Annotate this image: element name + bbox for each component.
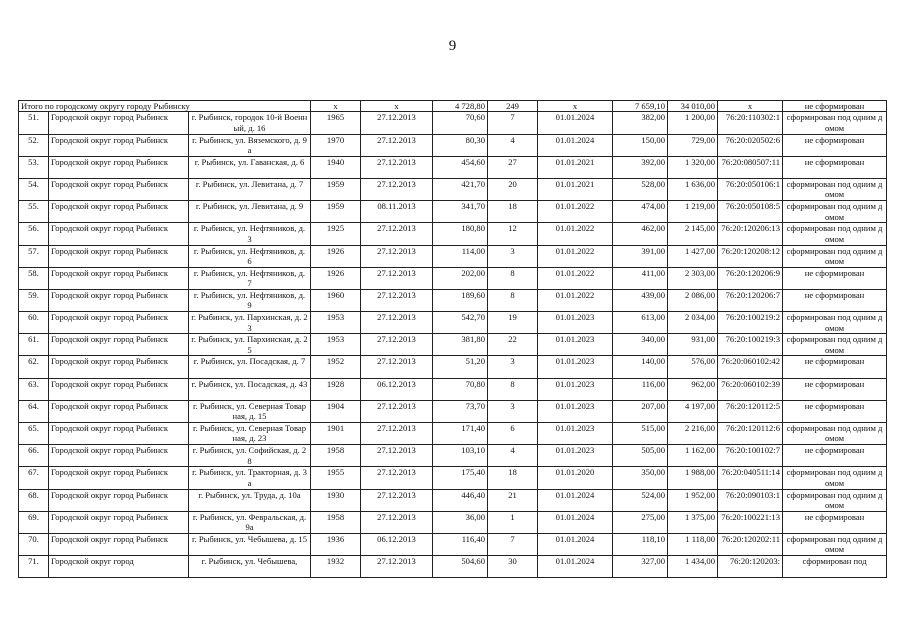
summary-label: Итого по городскому округу городу Рыбинску: [19, 101, 311, 112]
address-cell: г. Рыбинск, ул. Нефтяников, д. 3: [189, 223, 311, 245]
status-cell: не сформирован: [783, 378, 887, 400]
residents-cell: 7: [488, 533, 538, 555]
address-cell: г. Рыбинск, ул. Труда, д. 10а: [189, 489, 311, 511]
cadastral-cell: 76:20:040511:14: [718, 467, 783, 489]
summary-year: х: [311, 101, 361, 112]
cost1-cell: 116,00: [613, 378, 668, 400]
cost2-cell: 931,00: [668, 334, 718, 356]
table-row: [19, 423, 887, 445]
cost1-cell: 439,00: [613, 289, 668, 311]
date-cell: 27.12.2013: [361, 112, 433, 134]
residents-cell: 22: [488, 334, 538, 356]
area-cell: 446,40: [433, 489, 488, 511]
date-cell: 27.12.2013: [361, 556, 433, 578]
municipality-cell: Городской округ город Рыбинск: [49, 156, 189, 178]
address-cell: г. Рыбинск, ул. Пархинская, д. 23: [189, 312, 311, 334]
municipality-cell: Городской округ город Рыбинск: [49, 134, 189, 156]
residents-cell: 8: [488, 289, 538, 311]
cost1-cell: 528,00: [613, 178, 668, 200]
residents-cell: 18: [488, 467, 538, 489]
year-cell: 1959: [311, 201, 361, 223]
deadline-cell: 01.01.2024: [538, 533, 613, 555]
table-row: [19, 267, 887, 289]
table-row: [19, 112, 887, 134]
residents-cell: 1: [488, 511, 538, 533]
status-cell: не сформирован: [783, 267, 887, 289]
table-row: [19, 445, 887, 467]
cost1-cell: 515,00: [613, 423, 668, 445]
residents-cell: 27: [488, 156, 538, 178]
address-cell: г. Рыбинск, ул. Северная Товарная, д. 15: [189, 400, 311, 422]
residents-cell: 3: [488, 245, 538, 267]
deadline-cell: 01.01.2023: [538, 334, 613, 356]
deadline-cell: 01.01.2022: [538, 223, 613, 245]
table-row: [19, 511, 887, 533]
cadastral-cell: 76:20:050108:5: [718, 201, 783, 223]
area-cell: 116,40: [433, 533, 488, 555]
cadastral-cell: 76:20:120206:7: [718, 289, 783, 311]
cost2-cell: 2 303,00: [668, 267, 718, 289]
row-number: 65.: [19, 423, 49, 445]
municipality-cell: Городской округ город Рыбинск: [49, 267, 189, 289]
address-cell: г. Рыбинск, ул. Пархинская, д. 25: [189, 334, 311, 356]
status-cell: не сформирован: [783, 134, 887, 156]
cadastral-cell: 76:20:120112:5: [718, 400, 783, 422]
cadastral-cell: 76:20:100102:7: [718, 445, 783, 467]
area-cell: 114,00: [433, 245, 488, 267]
date-cell: 27.12.2013: [361, 267, 433, 289]
status-cell: сформирован под: [783, 556, 887, 578]
status-cell: сформирован под одним домом: [783, 467, 887, 489]
cadastral-cell: 76:20:120208:12: [718, 245, 783, 267]
area-cell: 421,70: [433, 178, 488, 200]
row-number: 53.: [19, 156, 49, 178]
deadline-cell: 01.01.2022: [538, 289, 613, 311]
deadline-cell: 01.01.2024: [538, 556, 613, 578]
deadline-cell: 01.01.2023: [538, 356, 613, 378]
municipality-cell: Городской округ город Рыбинск: [49, 489, 189, 511]
year-cell: 1930: [311, 489, 361, 511]
cost1-cell: 150,00: [613, 134, 668, 156]
date-cell: 27.12.2013: [361, 400, 433, 422]
row-number: 59.: [19, 289, 49, 311]
cost2-cell: 2 034,00: [668, 312, 718, 334]
area-cell: 189,60: [433, 289, 488, 311]
deadline-cell: 01.01.2023: [538, 378, 613, 400]
date-cell: 27.12.2013: [361, 245, 433, 267]
date-cell: 06.12.2013: [361, 378, 433, 400]
table-row: [19, 245, 887, 267]
summary-area: 4 728,80: [433, 101, 488, 112]
cost1-cell: 118,10: [613, 533, 668, 555]
table-row: [19, 289, 887, 311]
summary-residents: 249: [488, 101, 538, 112]
cadastral-cell: 76:20:120112:6: [718, 423, 783, 445]
summary-cost1: 7 659,10: [613, 101, 668, 112]
status-cell: сформирован под одним домом: [783, 533, 887, 555]
table-row: [19, 533, 887, 555]
cost1-cell: 524,00: [613, 489, 668, 511]
residents-cell: 7: [488, 112, 538, 134]
cost1-cell: 474,00: [613, 201, 668, 223]
row-number: 71.: [19, 556, 49, 578]
year-cell: 1958: [311, 445, 361, 467]
cadastral-cell: 76:20:100219:2: [718, 312, 783, 334]
area-cell: 504,60: [433, 556, 488, 578]
status-cell: сформирован под одним домом: [783, 245, 887, 267]
cost2-cell: 1 200,00: [668, 112, 718, 134]
row-number: 67.: [19, 467, 49, 489]
table-row: [19, 201, 887, 223]
year-cell: 1960: [311, 289, 361, 311]
year-cell: 1940: [311, 156, 361, 178]
cadastral-cell: 76:20:110302:1: [718, 112, 783, 134]
area-cell: 454,60: [433, 156, 488, 178]
row-number: 62.: [19, 356, 49, 378]
residents-cell: 4: [488, 134, 538, 156]
row-number: 70.: [19, 533, 49, 555]
date-cell: 27.12.2013: [361, 467, 433, 489]
row-number: 51.: [19, 112, 49, 134]
cost2-cell: 729,00: [668, 134, 718, 156]
year-cell: 1953: [311, 334, 361, 356]
summary-kad: х: [718, 101, 783, 112]
cost1-cell: 391,00: [613, 245, 668, 267]
address-cell: г. Рыбинск, ул. Левитана, д. 9: [189, 201, 311, 223]
row-number: 57.: [19, 245, 49, 267]
deadline-cell: 01.01.2023: [538, 445, 613, 467]
table-row: [19, 334, 887, 356]
cost2-cell: 2 145,00: [668, 223, 718, 245]
summary-row: [19, 101, 887, 112]
address-cell: г. Рыбинск, ул. Гаванская, д. 6: [189, 156, 311, 178]
municipality-cell: Городской округ город: [49, 556, 189, 578]
date-cell: 27.12.2013: [361, 423, 433, 445]
date-cell: 08.11.2013: [361, 201, 433, 223]
cadastral-cell: 76:20:060102:39: [718, 378, 783, 400]
residents-cell: 8: [488, 378, 538, 400]
address-cell: г. Рыбинск, ул. Северная Товарная, д. 23: [189, 423, 311, 445]
area-cell: 542,70: [433, 312, 488, 334]
area-cell: 70,60: [433, 112, 488, 134]
summary-date: х: [361, 101, 433, 112]
row-number: 55.: [19, 201, 49, 223]
cost2-cell: 2 216,00: [668, 423, 718, 445]
residents-cell: 20: [488, 178, 538, 200]
cost1-cell: 207,00: [613, 400, 668, 422]
area-cell: 175,40: [433, 467, 488, 489]
deadline-cell: 01.01.2022: [538, 201, 613, 223]
area-cell: 180,80: [433, 223, 488, 245]
date-cell: 06.12.2013: [361, 533, 433, 555]
address-cell: г. Рыбинск, ул. Чебышева,: [189, 556, 311, 578]
address-cell: г. Рыбинск, ул. Тракторная, д. 3а: [189, 467, 311, 489]
cadastral-cell: 76:20:120202:11: [718, 533, 783, 555]
year-cell: 1932: [311, 556, 361, 578]
summary-deadline: х: [538, 101, 613, 112]
municipality-cell: Городской округ город Рыбинск: [49, 400, 189, 422]
deadline-cell: 01.01.2023: [538, 312, 613, 334]
address-cell: г. Рыбинск, ул. Февральская, д. 9а: [189, 511, 311, 533]
address-cell: г. Рыбинск, ул. Софийская, д. 28: [189, 445, 311, 467]
address-cell: г. Рыбинск, ул. Нефтяников, д. 6: [189, 245, 311, 267]
cadastral-cell: 76:20:020502:6: [718, 134, 783, 156]
row-number: 56.: [19, 223, 49, 245]
year-cell: 1953: [311, 312, 361, 334]
municipality-cell: Городской округ город Рыбинск: [49, 201, 189, 223]
summary-status: не сформирован: [783, 101, 887, 112]
address-cell: г. Рыбинск, ул. Вяземского, д. 9а: [189, 134, 311, 156]
page-number: 9: [448, 38, 457, 54]
table-row: [19, 489, 887, 511]
row-number: 64.: [19, 400, 49, 422]
status-cell: не сформирован: [783, 356, 887, 378]
area-cell: 70,80: [433, 378, 488, 400]
date-cell: 27.12.2013: [361, 289, 433, 311]
cadastral-cell: 76:20:060102:42: [718, 356, 783, 378]
cost1-cell: 411,00: [613, 267, 668, 289]
residents-cell: 6: [488, 423, 538, 445]
status-cell: сформирован под одним домом: [783, 112, 887, 134]
deadline-cell: 01.01.2022: [538, 245, 613, 267]
row-number: 69.: [19, 511, 49, 533]
cost2-cell: 1 434,00: [668, 556, 718, 578]
year-cell: 1901: [311, 423, 361, 445]
cost2-cell: 1 118,00: [668, 533, 718, 555]
municipality-cell: Городской округ город Рыбинск: [49, 289, 189, 311]
deadline-cell: 01.01.2021: [538, 178, 613, 200]
cost2-cell: 2 086,00: [668, 289, 718, 311]
cadastral-cell: 76:20:120203:: [718, 556, 783, 578]
year-cell: 1926: [311, 245, 361, 267]
table-row: [19, 156, 887, 178]
address-cell: г. Рыбинск, ул. Нефтяников, д. 9: [189, 289, 311, 311]
address-cell: г. Рыбинск, ул. Посадская, д. 7: [189, 356, 311, 378]
status-cell: сформирован под одним домом: [783, 312, 887, 334]
deadline-cell: 01.01.2022: [538, 267, 613, 289]
date-cell: 27.12.2013: [361, 223, 433, 245]
municipality-cell: Городской округ город Рыбинск: [49, 178, 189, 200]
deadline-cell: 01.01.2024: [538, 134, 613, 156]
area-cell: 171,40: [433, 423, 488, 445]
municipality-cell: Городской округ город Рыбинск: [49, 245, 189, 267]
address-cell: г. Рыбинск, городок 10-й Военный, д. 16: [189, 112, 311, 134]
municipality-cell: Городской округ город Рыбинск: [49, 423, 189, 445]
status-cell: сформирован под одним домом: [783, 201, 887, 223]
cost1-cell: 140,00: [613, 356, 668, 378]
date-cell: 27.12.2013: [361, 156, 433, 178]
status-cell: не сформирован: [783, 400, 887, 422]
deadline-cell: 01.01.2024: [538, 511, 613, 533]
cost2-cell: 4 197,00: [668, 400, 718, 422]
area-cell: 381,80: [433, 334, 488, 356]
date-cell: 27.12.2013: [361, 445, 433, 467]
address-cell: г. Рыбинск, ул. Нефтяников, д. 7: [189, 267, 311, 289]
deadline-cell: 01.01.2024: [538, 489, 613, 511]
cost1-cell: 340,00: [613, 334, 668, 356]
table-row: [19, 378, 887, 400]
row-number: 68.: [19, 489, 49, 511]
year-cell: 1970: [311, 134, 361, 156]
residents-cell: 8: [488, 267, 538, 289]
cadastral-cell: 76:20:120206:13: [718, 223, 783, 245]
cost2-cell: 1 988,00: [668, 467, 718, 489]
year-cell: 1965: [311, 112, 361, 134]
row-number: 58.: [19, 267, 49, 289]
row-number: 54.: [19, 178, 49, 200]
cadastral-cell: 76:20:120206:9: [718, 267, 783, 289]
row-number: 52.: [19, 134, 49, 156]
status-cell: сформирован под одним домом: [783, 178, 887, 200]
residents-cell: 19: [488, 312, 538, 334]
cost1-cell: 382,00: [613, 112, 668, 134]
municipality-cell: Городской округ город Рыбинск: [49, 467, 189, 489]
cost1-cell: 462,00: [613, 223, 668, 245]
date-cell: 27.12.2013: [361, 312, 433, 334]
date-cell: 27.12.2013: [361, 134, 433, 156]
year-cell: 1926: [311, 267, 361, 289]
cost2-cell: 1 427,00: [668, 245, 718, 267]
cost2-cell: 1 375,00: [668, 511, 718, 533]
year-cell: 1936: [311, 533, 361, 555]
status-cell: сформирован под одним домом: [783, 423, 887, 445]
year-cell: 1955: [311, 467, 361, 489]
area-cell: 73,70: [433, 400, 488, 422]
residents-cell: 3: [488, 400, 538, 422]
register-table: [18, 100, 887, 578]
cost1-cell: 327,00: [613, 556, 668, 578]
deadline-cell: 01.01.2023: [538, 400, 613, 422]
residents-cell: 30: [488, 556, 538, 578]
municipality-cell: Городской округ город Рыбинск: [49, 312, 189, 334]
area-cell: 36,00: [433, 511, 488, 533]
status-cell: не сформирован: [783, 289, 887, 311]
cadastral-cell: 76:20:050106:1: [718, 178, 783, 200]
cost2-cell: 576,00: [668, 356, 718, 378]
cadastral-cell: 76:20:080507:11: [718, 156, 783, 178]
cost2-cell: 962,00: [668, 378, 718, 400]
cost2-cell: 1 636,00: [668, 178, 718, 200]
address-cell: г. Рыбинск, ул. Чебышева, д. 15: [189, 533, 311, 555]
year-cell: 1959: [311, 178, 361, 200]
year-cell: 1904: [311, 400, 361, 422]
status-cell: не сформирован: [783, 156, 887, 178]
cost2-cell: 1 162,00: [668, 445, 718, 467]
date-cell: 27.12.2013: [361, 511, 433, 533]
municipality-cell: Городской округ город Рыбинск: [49, 223, 189, 245]
cost2-cell: 1 952,00: [668, 489, 718, 511]
deadline-cell: 01.01.2024: [538, 112, 613, 134]
cost1-cell: 505,00: [613, 445, 668, 467]
table-row: [19, 556, 887, 578]
year-cell: 1952: [311, 356, 361, 378]
residents-cell: 12: [488, 223, 538, 245]
deadline-cell: 01.01.2021: [538, 156, 613, 178]
cadastral-cell: 76:20:100219:3: [718, 334, 783, 356]
address-cell: г. Рыбинск, ул. Левитана, д. 7: [189, 178, 311, 200]
cost2-cell: 1 219,00: [668, 201, 718, 223]
area-cell: 80,30: [433, 134, 488, 156]
row-number: 66.: [19, 445, 49, 467]
table-row: [19, 356, 887, 378]
cost2-cell: 1 320,00: [668, 156, 718, 178]
table-row: [19, 312, 887, 334]
municipality-cell: Городской округ город Рыбинск: [49, 112, 189, 134]
deadline-cell: 01.01.2020: [538, 467, 613, 489]
residents-cell: 18: [488, 201, 538, 223]
residents-cell: 4: [488, 445, 538, 467]
deadline-cell: 01.01.2023: [538, 423, 613, 445]
table-row: [19, 134, 887, 156]
date-cell: 27.12.2013: [361, 356, 433, 378]
area-cell: 202,00: [433, 267, 488, 289]
summary-cost2: 34 010,00: [668, 101, 718, 112]
date-cell: 27.12.2013: [361, 489, 433, 511]
row-number: 63.: [19, 378, 49, 400]
area-cell: 51,20: [433, 356, 488, 378]
table-row: [19, 223, 887, 245]
cost1-cell: 613,00: [613, 312, 668, 334]
cost1-cell: 275,00: [613, 511, 668, 533]
table-row: [19, 400, 887, 422]
year-cell: 1925: [311, 223, 361, 245]
date-cell: 27.12.2013: [361, 178, 433, 200]
cost1-cell: 392,00: [613, 156, 668, 178]
area-cell: 103,10: [433, 445, 488, 467]
municipality-cell: Городской округ город Рыбинск: [49, 334, 189, 356]
municipality-cell: Городской округ город Рыбинск: [49, 356, 189, 378]
cadastral-cell: 76:20:100221:13: [718, 511, 783, 533]
municipality-cell: Городской округ город Рыбинск: [49, 378, 189, 400]
status-cell: не сформирован: [783, 445, 887, 467]
cost1-cell: 350,00: [613, 467, 668, 489]
status-cell: сформирован под одним домом: [783, 489, 887, 511]
row-number: 61.: [19, 334, 49, 356]
table-row: [19, 467, 887, 489]
status-cell: сформирован под одним домом: [783, 334, 887, 356]
area-cell: 341,70: [433, 201, 488, 223]
cadastral-cell: 76:20:090103:1: [718, 489, 783, 511]
municipality-cell: Городской округ город Рыбинск: [49, 445, 189, 467]
municipality-cell: Городской округ город Рыбинск: [49, 511, 189, 533]
residents-cell: 3: [488, 356, 538, 378]
table-row: [19, 178, 887, 200]
residents-cell: 21: [488, 489, 538, 511]
status-cell: сформирован под одним домом: [783, 223, 887, 245]
address-cell: г. Рыбинск, ул. Посадская, д. 43: [189, 378, 311, 400]
status-cell: не сформирован: [783, 511, 887, 533]
year-cell: 1928: [311, 378, 361, 400]
year-cell: 1958: [311, 511, 361, 533]
date-cell: 27.12.2013: [361, 334, 433, 356]
row-number: 60.: [19, 312, 49, 334]
municipality-cell: Городской округ город Рыбинск: [49, 533, 189, 555]
